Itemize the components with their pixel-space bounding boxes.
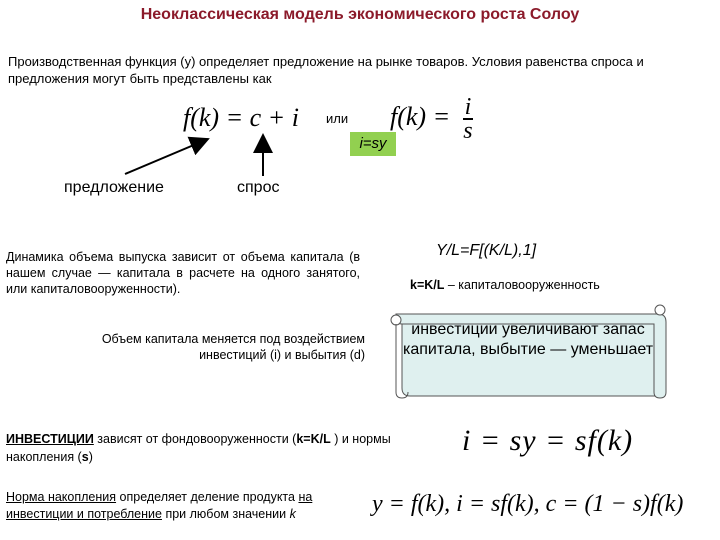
- savings-rate-k: k: [289, 507, 296, 521]
- savings-rate-term-2: на инвестиции и потребление: [6, 490, 313, 521]
- formula-alt-denominator: s: [463, 118, 473, 144]
- equation-k-description: – капиталовооруженность: [444, 278, 600, 292]
- equation-output-per-worker: Y/L=F[(K/L),1]: [436, 242, 537, 259]
- formula-supply-demand: f(k) = c + i: [183, 103, 299, 132]
- formula-alt-numerator: i: [464, 94, 472, 120]
- investment-heading: ИНВЕСТИЦИИ: [6, 432, 94, 446]
- page-title: Неоклассическая модель экономического роста Солоу: [140, 6, 580, 23]
- paragraph-investment: [6, 430, 446, 466]
- savings-rate-term: Норма накопления: [6, 490, 117, 504]
- investment-k: k=K/L: [296, 432, 331, 446]
- or-label: или: [322, 111, 352, 126]
- paragraph-dynamics: Динамика объема выпуска зависит от объема капитала (в нашем случае — капитала в расчете на одного занятого, или капиталовооруженности).: [6, 250, 360, 296]
- intro-text: Производственная функция (y) определяет предложение на рынке товаров. Условия равенства спроса и предложения могут быть представлены как: [8, 54, 644, 86]
- paragraph-capital-change: Объем капитала меняется под воздействием инвестиций (i) и выбытия (d): [101, 332, 365, 362]
- investment-text-1: зависят от фондовооруженности (: [93, 432, 297, 446]
- scroll-caption: инвестиции увеличивают запас капитала, выбытие — уменьшает: [402, 321, 654, 358]
- equation-capital-labor: [410, 278, 600, 292]
- supply-arrow: [125, 139, 208, 174]
- label-supply: предложение: [64, 179, 164, 196]
- formula-alt-lhs: f(k) =: [390, 101, 451, 131]
- i-sy-highlight: i=sy: [350, 132, 396, 156]
- equation-k-symbol: k=K/L: [410, 278, 445, 292]
- paragraph-savings-rate: [6, 489, 356, 523]
- savings-rate-text-2: при любом значении: [161, 507, 290, 521]
- investment-s: s: [81, 450, 89, 464]
- savings-rate-text-1: определяет деление продукта: [116, 490, 299, 504]
- formula-consumption: y = f(k), i = sf(k), c = (1 − s)f(k): [372, 491, 684, 517]
- investment-text-3: ): [88, 450, 93, 464]
- formula-investment: i = sy = sf(k): [462, 424, 634, 457]
- investment-text-2: ) и нормы накопления (: [6, 432, 391, 464]
- label-demand: спрос: [237, 179, 280, 196]
